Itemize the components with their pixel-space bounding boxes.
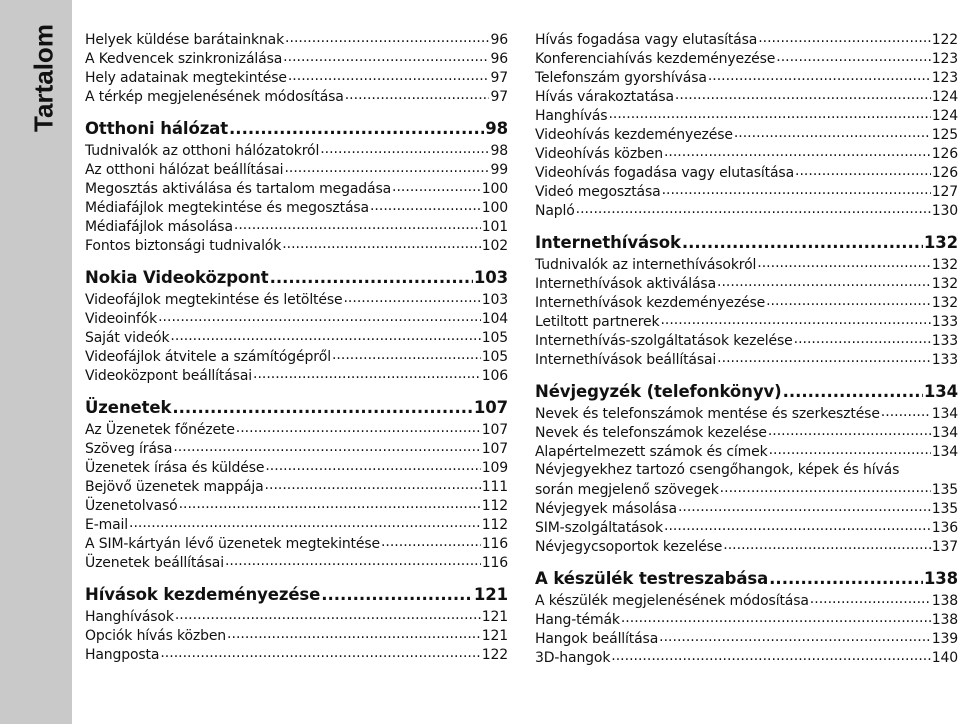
dot-leader	[170, 328, 480, 342]
toc-entry[interactable]	[535, 68, 958, 87]
toc-section-heading[interactable]	[85, 266, 508, 290]
toc-entry-title: Telefonszám gyorshívása	[535, 70, 707, 86]
page-number: 105	[481, 330, 508, 346]
dot-leader	[175, 607, 481, 621]
toc-heading-title: A készülék testreszabása	[535, 569, 769, 588]
sidebar	[0, 0, 72, 724]
dot-leader	[234, 217, 481, 231]
dot-leader	[229, 118, 484, 135]
toc-entry[interactable]	[535, 629, 958, 648]
toc-entry-title: Internethívás-szolgáltatások kezelése	[535, 333, 793, 349]
toc-entry[interactable]	[85, 515, 508, 534]
page-number: 96	[490, 51, 508, 67]
toc-entry[interactable]	[535, 648, 958, 667]
toc-entry[interactable]	[535, 255, 958, 274]
toc-entry-title: Opciók hívás közben	[85, 628, 227, 644]
toc-section	[85, 266, 508, 385]
page-title: Tartalom	[28, 24, 59, 132]
toc-entry[interactable]	[535, 331, 958, 350]
toc-entry-title: Üzenetek írása és küldése	[85, 460, 265, 476]
page-number: 126	[931, 165, 958, 181]
toc-entry[interactable]	[535, 423, 958, 442]
page-number: 107	[481, 441, 508, 457]
page-number: 100	[481, 181, 508, 197]
toc-entry-title: Az Üzenetek főnézete	[85, 422, 235, 438]
toc-entry[interactable]	[535, 30, 958, 49]
dot-leader	[129, 515, 481, 529]
dot-leader	[225, 553, 481, 567]
dot-leader	[717, 274, 931, 288]
dot-leader	[253, 366, 481, 380]
toc-entry-title: Konferenciahívás kezdeményezése	[535, 51, 776, 67]
dot-leader	[664, 518, 931, 532]
dot-leader	[576, 201, 931, 215]
page-number: 139	[931, 631, 958, 647]
dot-leader	[795, 163, 931, 177]
toc-entry[interactable]	[535, 480, 958, 499]
page-number: 127	[931, 184, 958, 200]
toc-entry[interactable]	[535, 163, 958, 182]
dot-leader	[320, 141, 489, 155]
page-number: 134	[931, 444, 958, 460]
toc-entry-title: E-mail	[85, 517, 128, 533]
toc-entry[interactable]	[535, 125, 958, 144]
page-number: 121	[481, 628, 508, 644]
dot-leader	[270, 267, 473, 284]
dot-leader	[321, 584, 473, 601]
toc-entry[interactable]	[85, 309, 508, 328]
toc-entry[interactable]	[85, 645, 508, 664]
dot-leader	[282, 236, 481, 250]
toc-entry[interactable]	[85, 534, 508, 553]
page-number: 124	[931, 89, 958, 105]
toc-entry-title: Tudnivalók az internethívásokról	[535, 257, 757, 273]
page-number: 121	[481, 609, 508, 625]
dot-leader	[392, 179, 481, 193]
toc-entry-title: Videó megosztása	[535, 184, 661, 200]
dot-leader	[810, 591, 931, 605]
page-number: 138	[923, 569, 958, 588]
page-number: 140	[931, 650, 958, 666]
toc-section	[85, 117, 508, 255]
page-number: 99	[490, 162, 508, 178]
toc-entry[interactable]	[85, 347, 508, 366]
toc-section	[535, 231, 958, 369]
toc-entry[interactable]	[85, 553, 508, 572]
page-number: 122	[481, 647, 508, 663]
page-number: 132	[923, 233, 958, 252]
toc-entry-title: Hely adatainak megtekintése	[85, 70, 287, 86]
toc-entry-title: A készülék megjelenésének módosítása	[535, 593, 809, 609]
toc-entry[interactable]	[535, 461, 958, 480]
toc-entry-title: Hívás fogadása vagy elutasítása	[535, 32, 758, 48]
toc-entry[interactable]	[85, 236, 508, 255]
toc-entry[interactable]	[85, 49, 508, 68]
toc-section	[85, 583, 508, 664]
dot-leader	[608, 106, 930, 120]
page-number: 135	[931, 482, 958, 498]
dot-leader	[285, 30, 489, 44]
toc-entry[interactable]	[535, 518, 958, 537]
toc-entry[interactable]	[535, 201, 958, 220]
toc-entry-title: Napló	[535, 203, 575, 219]
dot-leader	[370, 198, 481, 212]
toc-heading-title: Névjegyzék (telefonkönyv)	[535, 382, 782, 401]
toc-entry-title: Hangposta	[85, 647, 160, 663]
toc-entry[interactable]	[85, 328, 508, 347]
page-number: 133	[931, 333, 958, 349]
page-number: 112	[481, 498, 508, 514]
toc-section	[535, 380, 958, 556]
toc-entry[interactable]	[85, 160, 508, 179]
dot-leader	[611, 648, 930, 662]
toc-entry-title: Megosztás aktiválása és tartalom megadása	[85, 181, 392, 197]
dot-leader	[768, 423, 931, 437]
toc-section-heading[interactable]	[535, 231, 958, 255]
dot-leader	[717, 350, 931, 364]
page-number: 98	[490, 143, 508, 159]
dot-leader	[708, 68, 931, 82]
page-number: 133	[931, 352, 958, 368]
dot-leader	[783, 381, 923, 398]
page-number: 102	[481, 238, 508, 254]
page-number: 138	[931, 612, 958, 628]
toc-entry-title: Tudnivalók az otthoni hálózatokról	[85, 143, 320, 159]
page-number: 121	[473, 585, 508, 604]
toc-entry-title: Névjegycsoportok kezelése	[535, 539, 723, 555]
toc-section	[535, 567, 958, 667]
toc-entry[interactable]	[85, 141, 508, 160]
page-number: 124	[931, 108, 958, 124]
toc-entry-title: Az otthoni hálózat beállításai	[85, 162, 284, 178]
toc-heading-title: Internethívások	[535, 233, 681, 252]
page-number: 130	[931, 203, 958, 219]
toc-column-left	[85, 30, 508, 664]
toc-entry-title: Hangok beállítása	[535, 631, 659, 647]
toc-entry-title: Videohívás kezdeményezése	[535, 127, 733, 143]
page-number: 132	[931, 295, 958, 311]
toc-entry-title: Internethívások aktiválása	[535, 276, 717, 292]
dot-leader	[659, 629, 931, 643]
toc-entry-title: Internethívások kezdeményezése	[535, 295, 766, 311]
toc-entry[interactable]	[535, 182, 958, 201]
toc-entry-title: Médiafájlok másolása	[85, 219, 233, 235]
page-number: 107	[473, 398, 508, 417]
dot-leader	[881, 404, 931, 418]
page-number: 103	[481, 292, 508, 308]
dot-leader	[662, 182, 931, 196]
dot-leader	[284, 160, 489, 174]
dot-leader	[288, 68, 490, 82]
toc-entry[interactable]	[85, 439, 508, 458]
page-number: 134	[931, 406, 958, 422]
toc-entry[interactable]	[535, 87, 958, 106]
dot-leader	[227, 626, 481, 640]
toc-entry[interactable]	[535, 312, 958, 331]
toc-entry-title: Névjegyekhez tartozó csengőhangok, képek és hívás	[535, 462, 900, 478]
toc-entry[interactable]	[535, 293, 958, 312]
toc-entry[interactable]	[85, 198, 508, 217]
toc-entry-title: Videofájlok megtekintése és letöltése	[85, 292, 343, 308]
dot-leader	[776, 49, 930, 63]
dot-leader	[734, 125, 931, 139]
toc-entry-title: Alapértelmezett számok és címek	[535, 444, 768, 460]
dot-leader	[621, 610, 931, 624]
page-number: 135	[931, 501, 958, 517]
toc-entry-title: Internethívások beállításai	[535, 352, 717, 368]
dot-leader	[660, 312, 930, 326]
toc-entry[interactable]	[535, 537, 958, 556]
toc-entry-title: Üzenetek beállításai	[85, 555, 224, 571]
page-number: 132	[931, 257, 958, 273]
page-number: 133	[931, 314, 958, 330]
toc-entry-title: Hanghívás	[535, 108, 608, 124]
toc-entry-title: Szöveg írása	[85, 441, 173, 457]
toc-entry[interactable]	[85, 626, 508, 645]
toc-entry[interactable]	[85, 477, 508, 496]
page-number: 123	[931, 70, 958, 86]
toc-entry[interactable]	[85, 179, 508, 198]
page-number: 116	[481, 536, 508, 552]
toc-section-heading[interactable]	[85, 583, 508, 607]
toc-entry[interactable]	[535, 591, 958, 610]
dot-leader	[757, 255, 930, 269]
toc-entry[interactable]	[535, 404, 958, 423]
toc-entry-title: Médiafájlok megtekintése és megosztása	[85, 200, 369, 216]
toc-entry-title: Letiltott partnerek	[535, 314, 660, 330]
page-number: 123	[931, 51, 958, 67]
dot-leader	[173, 439, 480, 453]
dot-leader	[758, 30, 931, 44]
toc-entry-title: Saját videók	[85, 330, 170, 346]
dot-leader	[723, 537, 930, 551]
toc-entry[interactable]	[85, 496, 508, 515]
page-number: 136	[931, 520, 958, 536]
page-number: 97	[490, 70, 508, 86]
toc-entry-title: A Kedvencek szinkronizálása	[85, 51, 283, 67]
toc-entry-title: Videohívás fogadása vagy elutasítása	[535, 165, 795, 181]
toc-entry-title: Videoközpont beállításai	[85, 368, 252, 384]
toc-entry-title: Helyek küldése barátainknak	[85, 32, 285, 48]
dot-leader	[265, 458, 480, 472]
toc-entry[interactable]	[535, 499, 958, 518]
page-number: 134	[931, 425, 958, 441]
page-number: 132	[931, 276, 958, 292]
toc-section	[535, 30, 958, 220]
page-number: 97	[490, 89, 508, 105]
toc-entry[interactable]	[85, 366, 508, 385]
page-number: 100	[481, 200, 508, 216]
toc-entry[interactable]	[85, 607, 508, 626]
toc-entry[interactable]	[85, 87, 508, 106]
page-number: 107	[481, 422, 508, 438]
dot-leader	[345, 87, 490, 101]
page-number: 109	[481, 460, 508, 476]
page-number: 103	[473, 268, 508, 287]
toc-heading-title: Üzenetek	[85, 398, 172, 417]
page-number: 112	[481, 517, 508, 533]
page-number: 101	[481, 219, 508, 235]
toc-entry-title: Nevek és telefonszámok mentése és szerkesztése	[535, 406, 880, 422]
toc-entry-title: Videofájlok átvitele a számítógépről	[85, 349, 331, 365]
toc-section-heading[interactable]	[535, 567, 958, 591]
page-number: 111	[481, 479, 508, 495]
dot-leader	[720, 480, 931, 494]
dot-leader	[283, 49, 489, 63]
toc-entry[interactable]	[535, 49, 958, 68]
toc-entry[interactable]	[85, 420, 508, 439]
toc-entry[interactable]	[535, 610, 958, 629]
dot-leader	[794, 331, 931, 345]
toc-entry[interactable]	[535, 350, 958, 369]
dot-leader	[675, 87, 931, 101]
toc-section-heading[interactable]	[535, 380, 958, 404]
toc-entry-title: során megjelenő szövegek	[535, 482, 719, 498]
dot-leader	[678, 499, 931, 513]
toc-entry-title: Hívás várakoztatása	[535, 89, 674, 105]
page-number: 138	[931, 593, 958, 609]
dot-leader	[265, 477, 481, 491]
page-number: 125	[931, 127, 958, 143]
page-number: 96	[490, 32, 508, 48]
toc-entry[interactable]	[535, 274, 958, 293]
toc-entry[interactable]	[535, 144, 958, 163]
toc-heading-title: Nokia Videoközpont	[85, 268, 269, 287]
page-number: 104	[481, 311, 508, 327]
dot-leader	[664, 144, 931, 158]
toc-entry[interactable]	[85, 217, 508, 236]
page-number: 137	[931, 539, 958, 555]
toc-entry-title: Videohívás közben	[535, 146, 663, 162]
toc-entry-title: Videoinfók	[85, 311, 158, 327]
toc-entry[interactable]	[85, 30, 508, 49]
toc-entry-title: Fontos biztonsági tudnivalók	[85, 238, 282, 254]
dot-leader	[172, 397, 472, 414]
page-number: 106	[481, 368, 508, 384]
dot-leader	[160, 645, 480, 659]
page-number: 122	[931, 32, 958, 48]
toc-entry-title: A SIM-kártyán lévő üzenetek megtekintése	[85, 536, 380, 552]
toc-entry-title: SIM-szolgáltatások	[535, 520, 664, 536]
toc-heading-title: Hívások kezdeményezése	[85, 585, 321, 604]
toc-section-heading[interactable]	[85, 117, 508, 141]
toc-entry-title: A térkép megjelenésének módosítása	[85, 89, 344, 105]
toc-entry-title: Hanghívások	[85, 609, 174, 625]
page-number: 126	[931, 146, 958, 162]
toc-section-heading[interactable]	[85, 396, 508, 420]
toc-entry-title: Bejövő üzenetek mappája	[85, 479, 264, 495]
page-number: 105	[481, 349, 508, 365]
toc-entry-title: Névjegyek másolása	[535, 501, 677, 517]
page-number: 98	[485, 119, 508, 138]
toc-entry-title: 3D-hangok	[535, 650, 611, 666]
dot-leader	[682, 232, 923, 249]
toc-section	[85, 30, 508, 106]
dot-leader	[332, 347, 481, 361]
toc-entry[interactable]	[85, 290, 508, 309]
toc-section	[85, 396, 508, 572]
page-number: 116	[481, 555, 508, 571]
dot-leader	[236, 420, 481, 434]
toc-entry[interactable]	[535, 106, 958, 125]
toc-entry[interactable]	[85, 458, 508, 477]
dot-leader	[381, 534, 481, 548]
page-number: 134	[923, 382, 958, 401]
toc-heading-title: Otthoni hálózat	[85, 119, 229, 138]
dot-leader	[766, 293, 931, 307]
toc-entry-title: Hang-témák	[535, 612, 620, 628]
toc-entry[interactable]	[535, 442, 958, 461]
toc-column-right	[535, 30, 958, 667]
toc-entry-title: Nevek és telefonszámok kezelése	[535, 425, 767, 441]
dot-leader	[179, 496, 481, 510]
dot-leader	[769, 568, 923, 585]
dot-leader	[769, 442, 931, 456]
toc-entry[interactable]	[85, 68, 508, 87]
dot-leader	[158, 309, 481, 323]
dot-leader	[343, 290, 480, 304]
toc-entry-title: Üzenetolvasó	[85, 498, 178, 514]
